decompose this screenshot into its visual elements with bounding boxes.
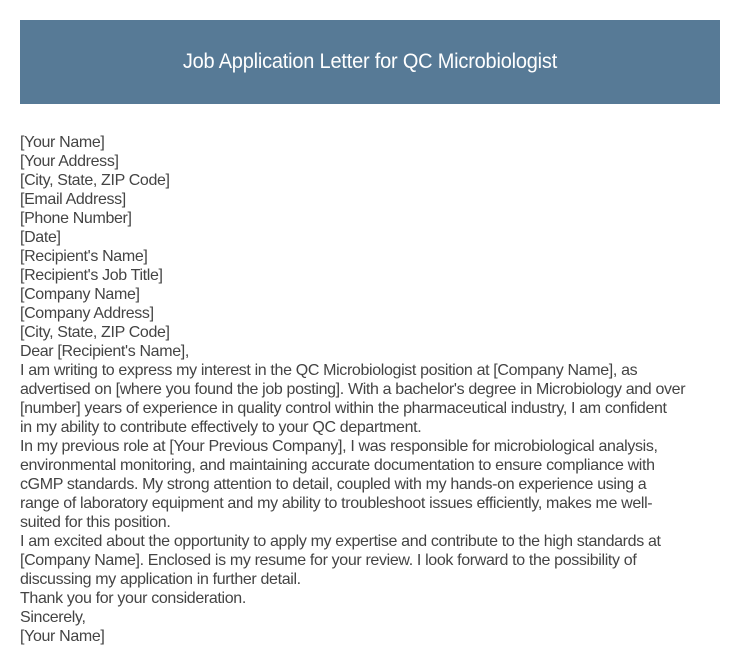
salutation: Dear [Recipient's Name], [20, 343, 189, 360]
sender-address: [Your Address] [20, 153, 119, 170]
paragraph-line: cGMP standards. My strong attention to detail, coupled with my hands-on experience using a [20, 476, 647, 493]
recipient-address: [Company Address] [20, 305, 154, 322]
paragraph-line: [Company Name]. Enclosed is my resume for your review. I look forward to the possibility of [20, 552, 637, 569]
paragraph-closing [20, 532, 720, 589]
paragraph-line: In my previous role at [Your Previous Company], I was responsible for microbiological analysis, [20, 438, 658, 455]
paragraph-line: in my ability to contribute effectively to your QC department. [20, 419, 422, 436]
letter-date: [Date] [20, 229, 61, 246]
recipient-block [20, 247, 720, 342]
recipient-name: [Recipient's Name] [20, 248, 148, 265]
paragraph-line: range of laboratory equipment and my ability to troubleshoot issues efficiently, makes me well- [20, 495, 653, 512]
paragraph-line: I am writing to express my interest in the QC Microbiologist position at [Company Name], as [20, 362, 638, 379]
signature-name: [Your Name] [20, 628, 105, 645]
sender-phone: [Phone Number] [20, 210, 132, 227]
letter-body [20, 133, 720, 646]
recipient-company: [Company Name] [20, 286, 140, 303]
paragraph-intro [20, 361, 720, 437]
sender-city-state-zip: [City, State, ZIP Code] [20, 172, 170, 189]
page-header [20, 20, 720, 104]
paragraph-line: suited for this position. [20, 514, 171, 531]
sender-email: [Email Address] [20, 191, 126, 208]
recipient-job-title: [Recipient's Job Title] [20, 267, 163, 284]
thanks-line: Thank you for your consideration. [20, 590, 246, 607]
recipient-city-state-zip: [City, State, ZIP Code] [20, 324, 170, 341]
paragraph-line: environmental monitoring, and maintaining accurate documentation to ensure compliance with [20, 457, 655, 474]
paragraph-line: advertised on [where you found the job posting]. With a bachelor's degree in Microbiology and over [20, 381, 686, 398]
paragraph-experience [20, 437, 720, 532]
sender-name: [Your Name] [20, 134, 105, 151]
sender-block [20, 133, 720, 247]
closing-line: Sincerely, [20, 609, 86, 626]
paragraph-line: I am excited about the opportunity to apply my expertise and contribute to the high standards at [20, 533, 661, 550]
page-title: Job Application Letter for QC Microbiologist [182, 50, 558, 73]
paragraph-line: [number] years of experience in quality control within the pharmaceutical industry, I am confident [20, 400, 667, 417]
paragraph-line: discussing my application in further detail. [20, 571, 301, 588]
